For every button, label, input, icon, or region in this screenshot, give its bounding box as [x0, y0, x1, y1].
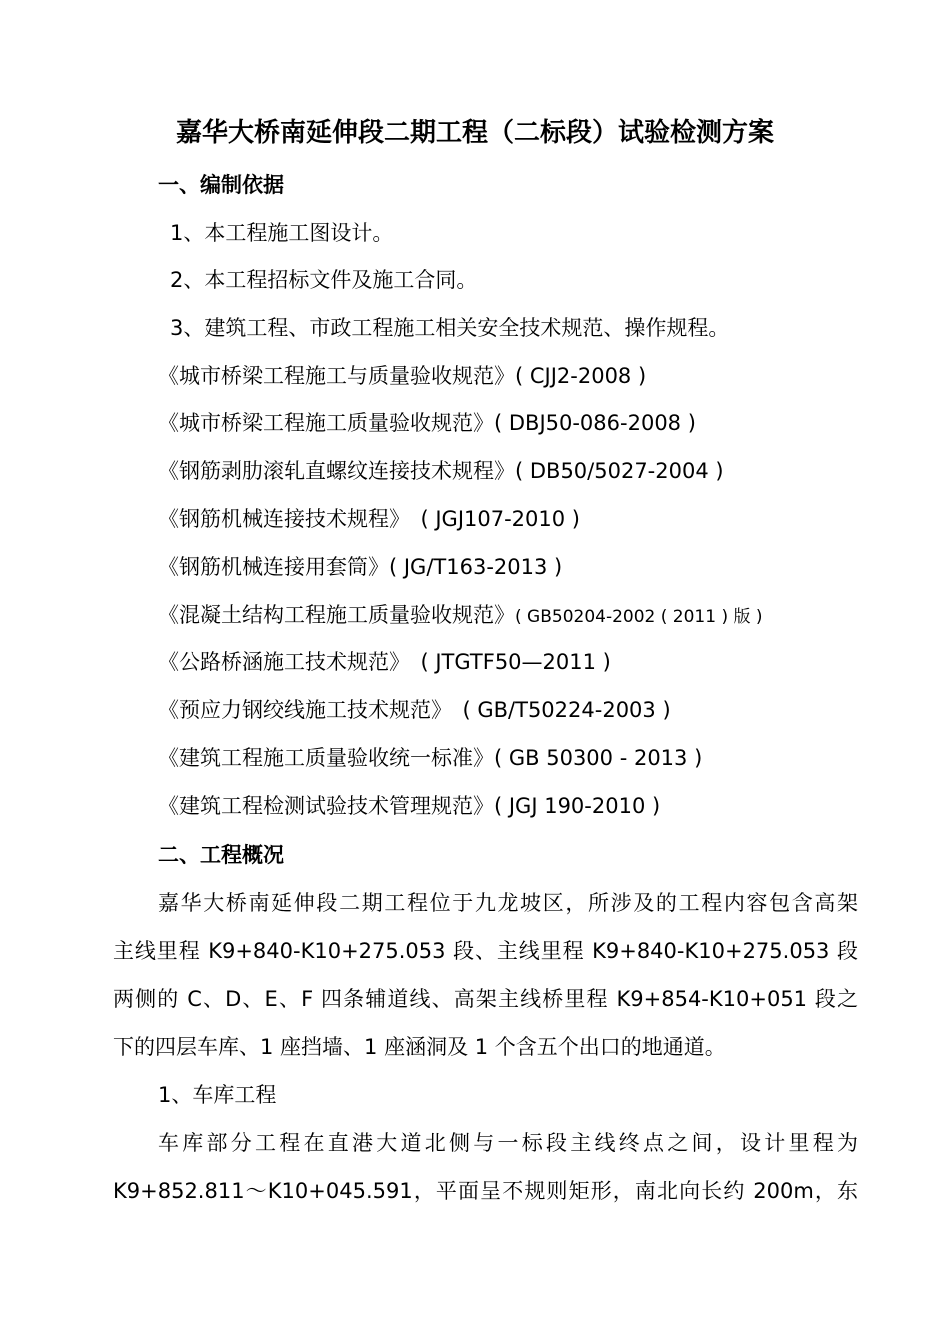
standard-item-4: 《钢筋机械连接技术规程》 ( JGJ107-2010 ) [158, 507, 580, 531]
overview-paragraph-line-1: 嘉华大桥南延伸段二期工程位于九龙坡区，所涉及的工程内容包含高架 [158, 891, 858, 915]
garage-paragraph-line-1: 车库部分工程在直港大道北侧与一标段主线终点之间，设计里程为 [158, 1131, 858, 1155]
standard-item-6-title: 《混凝土结构工程施工质量验收规范》 [158, 603, 515, 627]
overview-paragraph-line-4: 下的四层车库、1 座挡墙、1 座涵洞及 1 个含五个出口的地通道。 [113, 1035, 726, 1059]
standard-item-10: 《建筑工程检测试验技术管理规范》( JGJ 190-2010 ) [158, 794, 661, 818]
standard-item-7: 《公路桥涵施工技术规范》 ( JTGTF50—2011 ) [158, 650, 611, 674]
standard-item-6-suffix: ( GB50204-2002 ( 2011 ) 版 ) [515, 607, 763, 627]
standard-item-1: 《城市桥梁工程施工与质量验收规范》( CJJ2-2008 ) [158, 364, 647, 388]
standard-item-9: 《建筑工程施工质量验收统一标准》( GB 50300 - 2013 ) [158, 746, 703, 770]
standard-item-8: 《预应力钢绞线施工技术规范》 ( GB/T50224-2003 ) [158, 698, 671, 722]
section-heading-overview: 二、工程概况 [158, 843, 284, 867]
standard-item-5: 《钢筋机械连接用套筒》( JG/T163-2013 ) [158, 555, 563, 579]
standard-item-3: 《钢筋剥肋滚轧直螺纹连接技术规程》( DB50/5027-2004 ) [158, 459, 724, 483]
overview-paragraph-line-2: 主线里程 K9+840-K10+275.053 段、主线里程 K9+840-K10+275.053 段 [113, 939, 858, 963]
garage-paragraph-line-2: K9+852.811～K10+045.591，平面呈不规则矩形，南北向长约 200m，东 [113, 1179, 858, 1203]
section-heading-basis: 一、编制依据 [158, 173, 284, 197]
basis-item-2: 2、本工程招标文件及施工合同。 [170, 268, 478, 292]
document-title: 嘉华大桥南延伸段二期工程（二标段）试验检测方案 [175, 118, 774, 148]
standard-item-6 [158, 600, 763, 632]
standard-item-2: 《城市桥梁工程施工质量验收规范》( DBJ50-086-2008 ) [158, 411, 696, 435]
subsection-heading-garage: 1、车库工程 [158, 1083, 277, 1107]
basis-item-1: 1、本工程施工图设计。 [170, 221, 394, 245]
basis-item-3: 3、建筑工程、市政工程施工相关安全技术规范、操作规程。 [170, 316, 730, 340]
overview-paragraph-line-3: 两侧的 C、D、E、F 四条辅道线、高架主线桥里程 K9+854-K10+051 段之 [113, 987, 858, 1011]
